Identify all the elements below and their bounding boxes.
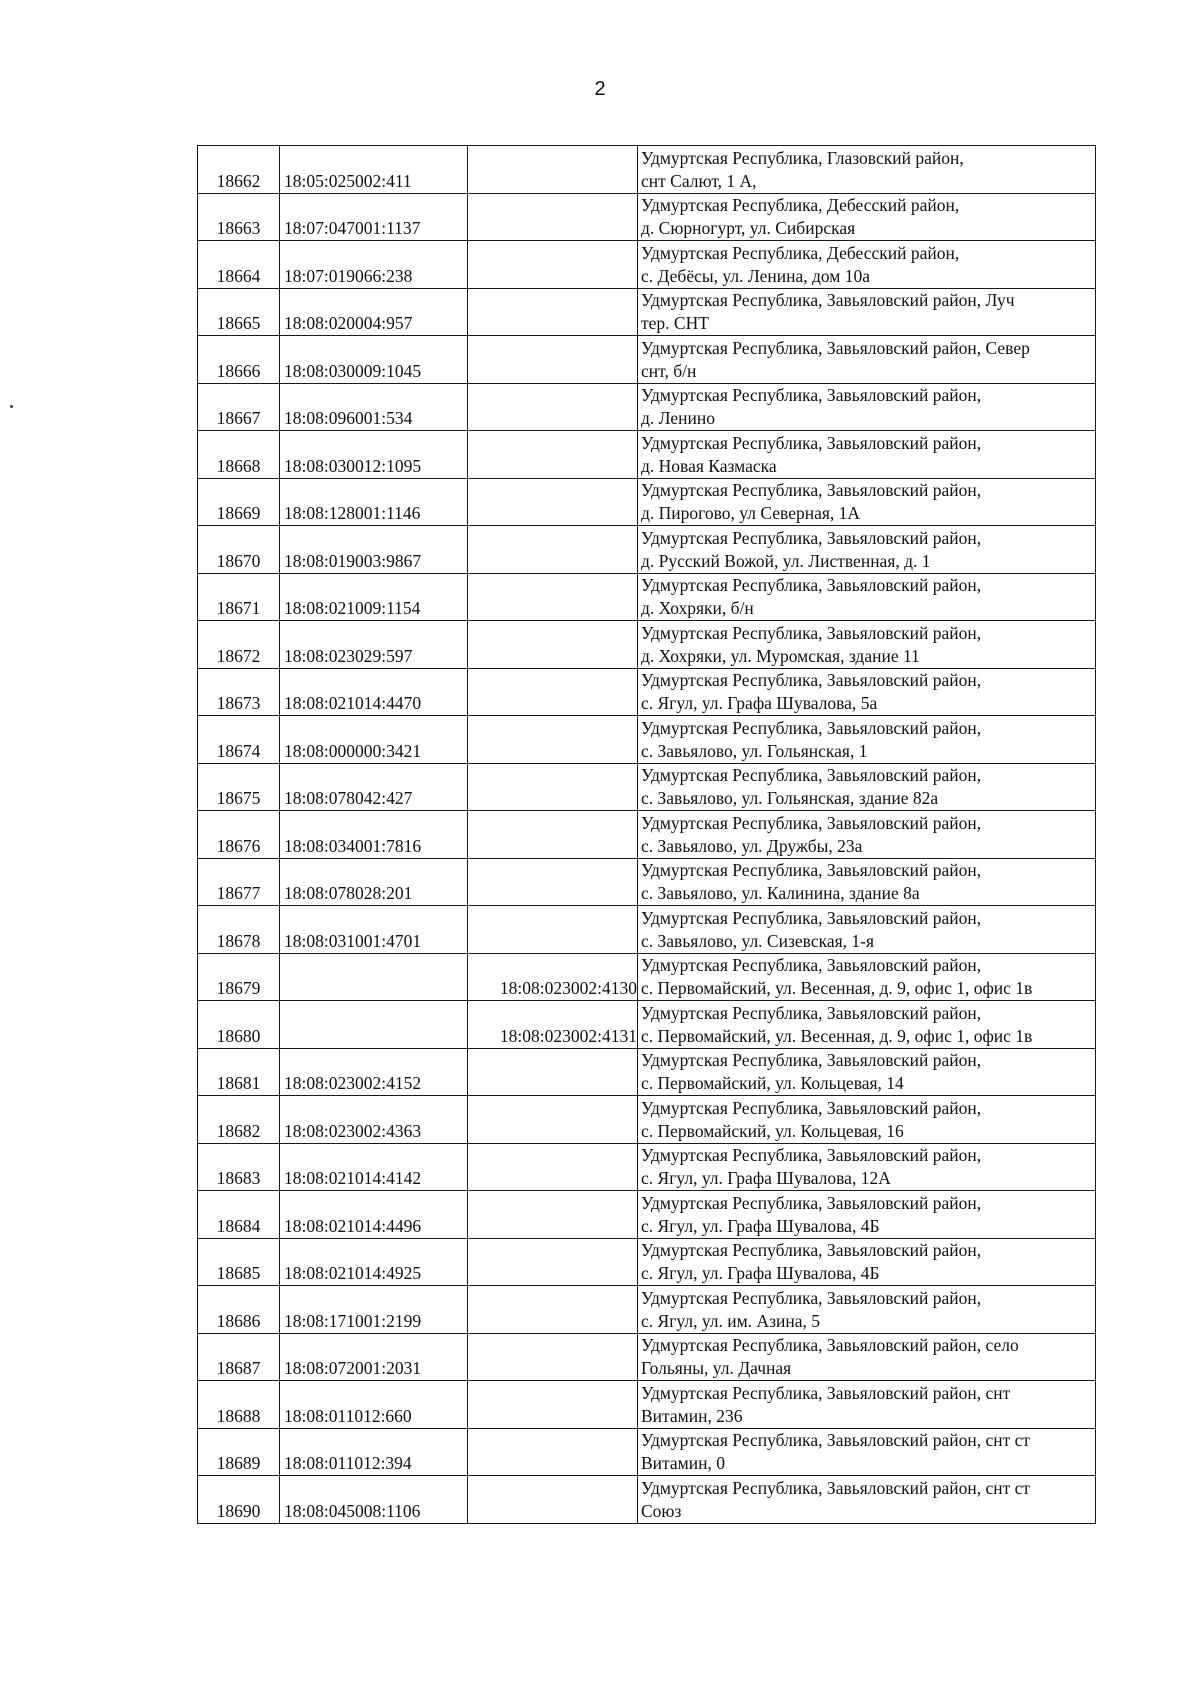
address-line-2: д. Ленино (641, 408, 716, 428)
address-line-1: Удмуртская Республика, Завьяловский район, (641, 480, 982, 500)
row-number-cell: 18689 (198, 1428, 280, 1476)
address-line-2: Витамин, 236 (641, 1405, 743, 1426)
address-line-1: Удмуртская Республика, Завьяловский район, (641, 1050, 982, 1070)
row-number-cell: 18668 (198, 431, 280, 479)
address-line-1: Удмуртская Республика, Завьяловский район, (641, 765, 982, 785)
address-line-1: Удмуртская Республика, Завьяловский район, снт ст (641, 1430, 1031, 1450)
table-row (198, 1286, 1096, 1334)
table-row (198, 431, 1096, 479)
address-line-2: Гольяны, ул. Дачная (641, 1358, 792, 1378)
cadastral-number-cell: 18:08:020004:957 (280, 288, 468, 336)
secondary-cadastral-number-cell (468, 526, 638, 574)
secondary-cadastral-number-cell: 18:08:023002:4131 (468, 1001, 638, 1049)
row-number-cell: 18667 (198, 383, 280, 431)
row-number-cell: 18672 (198, 621, 280, 669)
scan-artifact-dot (10, 405, 13, 408)
address-line-1: Удмуртская Республика, Завьяловский район, (641, 1097, 982, 1118)
address-line-1: Удмуртская Республика, Завьяловский район, (641, 432, 982, 453)
cadastral-number-cell: 18:08:011012:660 (280, 1381, 468, 1429)
address-cell (638, 336, 1096, 384)
address-cell (638, 1143, 1096, 1191)
address-cell (638, 573, 1096, 621)
secondary-cadastral-number-cell (468, 1381, 638, 1429)
row-number-cell: 18685 (198, 1238, 280, 1286)
cadastral-number-cell: 18:08:128001:1146 (280, 478, 468, 526)
cadastral-number-cell: 18:08:021014:4925 (280, 1238, 468, 1286)
address-cell (638, 1238, 1096, 1286)
address-line-2: снт Салют, 1 А, (641, 170, 757, 191)
address-line-1: Удмуртская Республика, Дебесский район, (641, 195, 960, 215)
cadastral-number-cell: 18:08:021014:4496 (280, 1191, 468, 1239)
cadastral-number-cell: 18:08:045008:1106 (280, 1476, 468, 1524)
address-cell (638, 478, 1096, 526)
page-number: 2 (594, 78, 606, 100)
secondary-cadastral-number-cell (468, 146, 638, 194)
secondary-cadastral-number-cell (468, 1428, 638, 1476)
address-cell (638, 1381, 1096, 1429)
table-row (198, 1476, 1096, 1524)
address-cell (638, 621, 1096, 669)
table-row (198, 1048, 1096, 1096)
table-row (198, 193, 1096, 241)
secondary-cadastral-number-cell (468, 1333, 638, 1381)
row-number-cell: 18679 (198, 953, 280, 1001)
cadastral-number-cell: 18:08:011012:394 (280, 1428, 468, 1476)
row-number-cell: 18678 (198, 906, 280, 954)
address-line-2: с. Первомайский, ул. Кольцевая, 14 (641, 1073, 904, 1093)
address-cell (638, 288, 1096, 336)
cadastral-number-cell: 18:08:072001:2031 (280, 1333, 468, 1381)
address-line-2: с. Первомайский, ул. Весенная, д. 9, офис 1, офис 1в (641, 1025, 1033, 1046)
secondary-cadastral-number-cell (468, 811, 638, 859)
secondary-cadastral-number-cell (468, 906, 638, 954)
cadastral-number-cell: 18:07:019066:238 (280, 241, 468, 289)
cadastral-number-cell: 18:08:171001:2199 (280, 1286, 468, 1334)
table-row (198, 1096, 1096, 1144)
secondary-cadastral-number-cell (468, 1238, 638, 1286)
address-line-2: с. Первомайский, ул. Кольцевая, 16 (641, 1120, 904, 1141)
secondary-cadastral-number-cell (468, 573, 638, 621)
address-line-1: Удмуртская Республика, Завьяловский район, (641, 385, 982, 405)
secondary-cadastral-number-cell (468, 1048, 638, 1096)
secondary-cadastral-number-cell (468, 621, 638, 669)
address-line-2: д. Русский Вожой, ул. Лиственная, д. 1 (641, 550, 931, 571)
cadastral-number-cell (280, 1001, 468, 1049)
address-line-1: Удмуртская Республика, Завьяловский район, (641, 1240, 982, 1260)
table-row (198, 573, 1096, 621)
address-line-1: Удмуртская Республика, Завьяловский район, снт (641, 1382, 1011, 1403)
row-number-cell: 18664 (198, 241, 280, 289)
table-row (198, 1238, 1096, 1286)
cadastral-number-cell: 18:08:021014:4470 (280, 668, 468, 716)
row-number-cell: 18662 (198, 146, 280, 194)
address-line-2: снт, б/н (641, 360, 697, 381)
address-cell (638, 668, 1096, 716)
address-line-1: Удмуртская Республика, Завьяловский район, (641, 670, 982, 690)
address-line-2: тер. СНТ (641, 313, 709, 333)
cadastral-number-cell: 18:05:025002:411 (280, 146, 468, 194)
secondary-cadastral-number-cell (468, 1286, 638, 1334)
cadastral-number-cell: 18:08:078028:201 (280, 858, 468, 906)
table-row (198, 1143, 1096, 1191)
table-row (198, 1333, 1096, 1381)
table-row (198, 146, 1096, 194)
row-number-cell: 18686 (198, 1286, 280, 1334)
address-line-2: с. Завьялово, ул. Гольянская, здание 82а (641, 788, 939, 808)
table-row (198, 858, 1096, 906)
address-line-1: Удмуртская Республика, Дебесский район, (641, 242, 960, 263)
table-row (198, 763, 1096, 811)
table-row (198, 383, 1096, 431)
secondary-cadastral-number-cell: 18:08:023002:4130 (468, 953, 638, 1001)
secondary-cadastral-number-cell (468, 478, 638, 526)
address-line-2: с. Завьялово, ул. Сизевская, 1-я (641, 930, 875, 951)
address-line-2: с. Ягул, ул. Графа Шувалова, 4Б (641, 1215, 880, 1236)
table-row (198, 1381, 1096, 1429)
table-row (198, 621, 1096, 669)
cadastral-number-cell: 18:08:078042:427 (280, 763, 468, 811)
address-cell (638, 1048, 1096, 1096)
address-line-2: Союз (641, 1500, 682, 1521)
row-number-cell: 18675 (198, 763, 280, 811)
address-line-2: д. Сюрногурт, ул. Сибирская (641, 218, 856, 238)
address-line-1: Удмуртская Республика, Завьяловский район, Луч (641, 290, 1015, 310)
address-line-2: с. Ягул, ул. Графа Шувалова, 12А (641, 1168, 891, 1188)
cadastral-number-cell: 18:08:034001:7816 (280, 811, 468, 859)
cadastral-number-cell: 18:08:031001:4701 (280, 906, 468, 954)
secondary-cadastral-number-cell (468, 241, 638, 289)
cadastral-number-cell: 18:08:021014:4142 (280, 1143, 468, 1191)
row-number-cell: 18687 (198, 1333, 280, 1381)
cadastral-number-cell: 18:08:019003:9867 (280, 526, 468, 574)
row-number-cell: 18684 (198, 1191, 280, 1239)
address-line-2: с. Завьялово, ул. Калинина, здание 8а (641, 883, 920, 903)
address-line-2: Витамин, 0 (641, 1453, 725, 1473)
table-row (198, 906, 1096, 954)
row-number-cell: 18676 (198, 811, 280, 859)
cadastral-number-cell: 18:08:000000:3421 (280, 716, 468, 764)
row-number-cell: 18681 (198, 1048, 280, 1096)
secondary-cadastral-number-cell (468, 383, 638, 431)
secondary-cadastral-number-cell (468, 431, 638, 479)
address-cell (638, 383, 1096, 431)
address-cell (638, 431, 1096, 479)
address-cell (638, 1096, 1096, 1144)
row-number-cell: 18669 (198, 478, 280, 526)
address-line-1: Удмуртская Республика, Завьяловский район, (641, 907, 982, 928)
address-line-1: Удмуртская Республика, Завьяловский район, (641, 955, 982, 975)
address-cell (638, 146, 1096, 194)
address-line-2: с. Завьялово, ул. Дружбы, 23а (641, 835, 863, 856)
row-number-cell: 18665 (198, 288, 280, 336)
cadastral-number-cell: 18:08:030012:1095 (280, 431, 468, 479)
address-line-1: Удмуртская Республика, Завьяловский район, (641, 812, 982, 833)
address-cell (638, 811, 1096, 859)
address-cell (638, 526, 1096, 574)
address-cell (638, 1001, 1096, 1049)
address-line-2: с. Завьялово, ул. Гольянская, 1 (641, 740, 868, 761)
address-line-2: д. Пирогово, ул Северная, 1А (641, 503, 861, 523)
cadastral-number-cell: 18:08:021009:1154 (280, 573, 468, 621)
table-row (198, 1428, 1096, 1476)
row-number-cell: 18673 (198, 668, 280, 716)
table-row (198, 1191, 1096, 1239)
address-line-1: Удмуртская Республика, Завьяловский район, (641, 622, 982, 643)
address-line-1: Удмуртская Республика, Завьяловский район, снт ст (641, 1477, 1031, 1498)
address-line-2: д. Хохряки, ул. Муромская, здание 11 (641, 645, 920, 666)
address-cell (638, 1333, 1096, 1381)
address-line-2: д. Хохряки, б/н (641, 598, 754, 618)
address-line-1: Удмуртская Республика, Завьяловский район, (641, 860, 982, 880)
row-number-cell: 18663 (198, 193, 280, 241)
address-line-2: с. Ягул, ул. Графа Шувалова, 5а (641, 693, 878, 713)
address-line-1: Удмуртская Республика, Завьяловский район, Север (641, 337, 1030, 358)
row-number-cell: 18666 (198, 336, 280, 384)
secondary-cadastral-number-cell (468, 336, 638, 384)
secondary-cadastral-number-cell (468, 1096, 638, 1144)
cadastral-number-cell: 18:08:023002:4152 (280, 1048, 468, 1096)
address-cell (638, 858, 1096, 906)
address-cell (638, 763, 1096, 811)
row-number-cell: 18670 (198, 526, 280, 574)
cadastral-number-cell: 18:08:023002:4363 (280, 1096, 468, 1144)
row-number-cell: 18682 (198, 1096, 280, 1144)
address-line-1: Удмуртская Республика, Глазовский район, (641, 147, 964, 168)
address-line-2: с. Ягул, ул. им. Азина, 5 (641, 1310, 821, 1331)
table-row (198, 668, 1096, 716)
address-line-2: д. Новая Казмаска (641, 455, 777, 476)
table-row (198, 526, 1096, 574)
secondary-cadastral-number-cell (468, 288, 638, 336)
address-line-1: Удмуртская Республика, Завьяловский район, (641, 1145, 982, 1165)
row-number-cell: 18680 (198, 1001, 280, 1049)
row-number-cell: 18688 (198, 1381, 280, 1429)
table-row (198, 478, 1096, 526)
cadastral-number-cell (280, 953, 468, 1001)
address-cell (638, 716, 1096, 764)
address-line-1: Удмуртская Республика, Завьяловский район, (641, 575, 982, 595)
secondary-cadastral-number-cell (468, 858, 638, 906)
registry-table (197, 145, 1096, 1524)
cadastral-number-cell: 18:08:030009:1045 (280, 336, 468, 384)
address-line-1: Удмуртская Республика, Завьяловский район, село (641, 1335, 1019, 1355)
table-row (198, 288, 1096, 336)
table-row (198, 716, 1096, 764)
registry-table-body (198, 146, 1096, 1524)
table-row (198, 953, 1096, 1001)
address-cell (638, 1428, 1096, 1476)
secondary-cadastral-number-cell (468, 763, 638, 811)
address-line-2: с. Ягул, ул. Графа Шувалова, 4Б (641, 1263, 880, 1283)
address-line-1: Удмуртская Республика, Завьяловский район, (641, 1192, 982, 1213)
cadastral-number-cell: 18:08:096001:534 (280, 383, 468, 431)
secondary-cadastral-number-cell (468, 193, 638, 241)
address-cell (638, 241, 1096, 289)
address-line-2: с. Дебёсы, ул. Ленина, дом 10а (641, 265, 871, 286)
secondary-cadastral-number-cell (468, 668, 638, 716)
cadastral-number-cell: 18:07:047001:1137 (280, 193, 468, 241)
address-cell (638, 193, 1096, 241)
row-number-cell: 18690 (198, 1476, 280, 1524)
secondary-cadastral-number-cell (468, 716, 638, 764)
table-row (198, 811, 1096, 859)
address-line-1: Удмуртская Республика, Завьяловский район, (641, 1287, 982, 1308)
secondary-cadastral-number-cell (468, 1143, 638, 1191)
table-row (198, 336, 1096, 384)
secondary-cadastral-number-cell (468, 1476, 638, 1524)
address-line-1: Удмуртская Республика, Завьяловский район, (641, 717, 982, 738)
row-number-cell: 18671 (198, 573, 280, 621)
address-line-1: Удмуртская Республика, Завьяловский район, (641, 1002, 982, 1023)
row-number-cell: 18683 (198, 1143, 280, 1191)
row-number-cell: 18674 (198, 716, 280, 764)
cadastral-number-cell: 18:08:023029:597 (280, 621, 468, 669)
address-cell (638, 1286, 1096, 1334)
row-number-cell: 18677 (198, 858, 280, 906)
address-cell (638, 906, 1096, 954)
address-line-2: с. Первомайский, ул. Весенная, д. 9, офис 1, офис 1в (641, 978, 1033, 998)
address-cell (638, 1476, 1096, 1524)
address-cell (638, 1191, 1096, 1239)
table-row (198, 241, 1096, 289)
table-row (198, 1001, 1096, 1049)
address-cell (638, 953, 1096, 1001)
secondary-cadastral-number-cell (468, 1191, 638, 1239)
address-line-1: Удмуртская Республика, Завьяловский район, (641, 527, 982, 548)
